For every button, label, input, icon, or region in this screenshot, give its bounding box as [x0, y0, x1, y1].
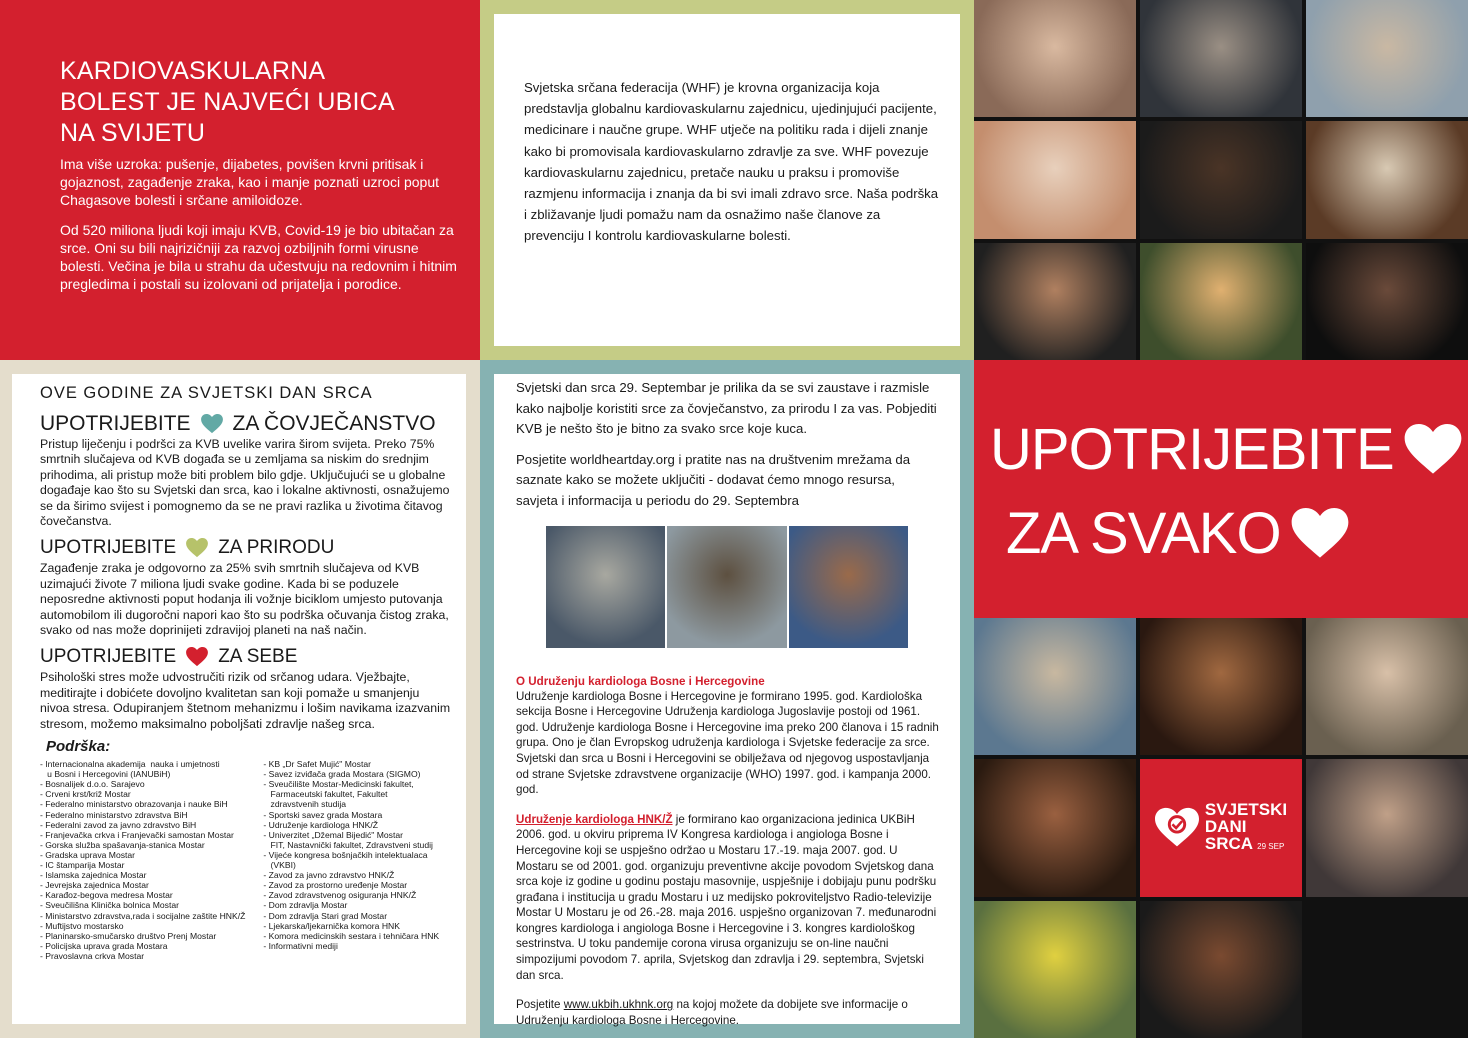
- support-item: - Policijska uprava grada Mostara: [40, 940, 168, 951]
- org-text: Udruženje kardiologa Bosne i Hercegovine je formirano 1995. god. Kardiološka sekcija Bosne i Hercegovine Udruženja kardiologa Jugoslavije postoji od 1961. god. Udruženje kardiologa Bosne i Hercegovine ima preko 200 članova i 15 radnih grupa. Ono je član Evropskog udruženja kardiologa i Svjetske federacije za srce. Svjetski dan srca u Bosni i Hercegovini se obilježava od njegovog uspostavljanja od strane Svjetske zdravstvene organizacije (WHO) 1997. god. i kampanja 2000. god.: [516, 689, 939, 797]
- heart-day-paragraph: Svjetski dan srca 29. Septembar je prilika da se svi zaustave i razmisle kako najbolje koristiti srce za čovječanstvo, za prirodu I za vas. Pobjediti KVB je nešto što je bitno za svako srce koje kuca.: [516, 380, 937, 437]
- nature-label: ZA PRIRODU: [218, 537, 335, 559]
- support-title: Podrška:: [46, 738, 111, 756]
- support-list: [263, 759, 452, 961]
- campaign-panel: [0, 360, 480, 1038]
- whf-text-box: [494, 14, 960, 346]
- support-item: - Gradska uprava Mostar: [40, 849, 136, 860]
- info-panel: [480, 360, 974, 1038]
- photo-cell-empty: [1306, 901, 1468, 1038]
- visit-site-paragraph: [516, 997, 940, 1028]
- support-item: - Dom zdravlja Mostar: [263, 900, 348, 911]
- support-item: u Bosni i Hercegovini (IANUBiH): [40, 769, 171, 780]
- heart-logo-icon: [1155, 807, 1199, 849]
- self-label: ZA SEBE: [218, 646, 298, 668]
- support-item: - Informativni mediji: [263, 940, 338, 951]
- support-item: - Karađoz-begova medresa Mostar: [40, 890, 173, 901]
- heart-icon: [186, 647, 208, 667]
- humanity-heading: [40, 411, 452, 437]
- support-item: - Muftijstvo mostarsko: [40, 920, 124, 931]
- org-heading: O Udruženju kardiologa Bosne i Hercegovine: [516, 674, 765, 688]
- intro-title-line: KARDIOVASKULARNA: [60, 57, 326, 85]
- intro-paragraph: Ima više uzroka: pušenje, dijabetes, povišen krvni pritisak i gojaznost, zagađenje zraka, kao i manje poznati uzroci poput Chagasove bolesti i srčane amiloidoze.: [60, 156, 440, 208]
- slogan-text: UPOTRIJEBITE: [990, 417, 1394, 482]
- logo-line: SRCA: [1204, 833, 1253, 853]
- intro-panel: [0, 0, 480, 360]
- support-item: - Univerzitet „Džemal Bijedić" Mostar: [263, 829, 404, 840]
- hnk-text: je formirano kao organizaciona jedinica UKBiH 2006. god. u okviru priprema IV Kongresa kardiologa i angiologa Bosne i Hercegovine koji se uspješno održao u Mostaru 17.-19. maja 2007. god. U Mostaru se od 2001. god. organizuju preventivne akcije povodom Svjetskog dana srca koje iz godine u godinu postaju masovnije, uspješnije i dobijaju punu podršku građana i institucija u gradu Mostaru i uz medijsko pokroviteljstvo Radio-televizije Mostar U Mostaru je od 26.-28. maja 2016. uspješno organizovan 7. međunarodni kongres kardiologa i angiologa Bosne i Hercegovine i 3. kongres kardiološkog sestrinstva. U toku pandemije corona virusa organizuju se on-line naučni simpozijumi povodom 7. aprila, Svjetskog dan zdravlja i 29. septembra, Svjetski dan srca.: [516, 812, 937, 982]
- slogan-line-2: [1006, 500, 1349, 567]
- support-item: - Islamska zajednica Mostar: [40, 870, 147, 881]
- support-item: - Zavod zdravstvenog osiguranja HNK/Ž: [263, 890, 417, 901]
- logo-line: DANI: [1204, 816, 1247, 836]
- use-label: UPOTRIJEBITE: [40, 646, 177, 668]
- nature-text: Zagađenje zraka je odgovorno za 25% svih smrtnih slučajeva od KVB uzimajući živote 7 miliona ljudi svake godine. Kada bi se poduzele neposredne aktivnosti poput hodanja ili vožnje biciklom umjesto putovanja automobilom ili dugoročni napori kao što su podrška očuvanja čistog zraka, svako od nas može doprinijeti zdravijoj planeti na naš način.: [40, 561, 449, 638]
- campaign-heading: OVE GODINE ZA SVJETSKI DAN SRCA: [40, 384, 373, 402]
- support-item: - KB „Dr Safet Mujić" Mostar: [263, 759, 372, 770]
- support-item: - Planinarsko-smučarsko društvo Prenj Mostar: [40, 930, 217, 941]
- intro-paragraph: Od 520 miliona ljudi koji imaju KVB, Covid-19 je bio ubitačan za srce. Oni su bili najrizičniji za razvoj ozbiljnih formi virusne bolesti. Večina je bila u strahu da učestvuju na redovnim i hitnim pregledima i postali su izolovani od prijatelja i porodice.: [60, 222, 457, 292]
- visit-paragraph: Posjetite worldheartday.org i pratite nas na društvenim mrežama da saznate kako se možete uključiti - dodavat ćemo mnogo resursa, savjeta i informacija u periodu do 29. Septembra: [516, 451, 911, 508]
- whf-panel: [480, 0, 974, 360]
- support-item: - Vijeće kongresa bošnjačkih intelektualaca: [263, 849, 428, 860]
- support-item: - Internacionalna akademija nauka i umjetnosti: [40, 759, 220, 770]
- info-text-box: [494, 374, 960, 1027]
- slogan-text: ZA SVAKO: [1006, 501, 1281, 566]
- support-item: - Zavod za prostorno uređenje Mostar: [263, 880, 408, 891]
- portrait-photo: [1140, 901, 1302, 1038]
- logo-text: [1205, 801, 1287, 855]
- support-item: - Crveni krst/križ Mostar: [40, 789, 131, 800]
- support-item: - Ministarstvo zdravstva,rada i socijalne zaštite HNK/Ž: [40, 910, 246, 921]
- support-item: - Sveučilišna Klinička bolnica Mostar: [40, 900, 179, 911]
- photo-grid-bottom: [974, 618, 1468, 1038]
- portrait-photo: [1306, 618, 1468, 755]
- heart-icon: [186, 538, 208, 558]
- support-item: zdravstvenih studija: [263, 799, 347, 810]
- use-label: UPOTRIJEBITE: [40, 537, 177, 559]
- support-columns: [40, 759, 452, 961]
- support-item: - Jevrejska zajednica Mostar: [40, 880, 149, 891]
- logo-date: 29 SEP: [1257, 841, 1285, 851]
- intro-title-line: BOLEST JE NAJVEĆI UBICA: [60, 88, 395, 116]
- campaign-text-box: [12, 374, 466, 1024]
- support-item: - Udruženje kardiologa HNK/Ž: [263, 819, 379, 830]
- hnk-name: Udruženje kardiologa HNK/Ž: [516, 812, 673, 826]
- world-heart-day-logo: [1140, 759, 1302, 896]
- portrait-photo: [974, 759, 1136, 896]
- logo-line: SVJETSKI: [1204, 799, 1288, 819]
- cyclist-photo: [667, 526, 786, 648]
- support-item: - Ljekarska/ljekarnička komora HNK: [263, 920, 400, 931]
- nature-heading: [40, 535, 452, 561]
- heart-icon: [201, 414, 223, 434]
- visit-suffix: na kojoj možete da dobijete sve informacije o Udruženju kardiologa Bosne i Hercegovine.: [516, 998, 908, 1027]
- support-item: - Federalni zavod za javno zdravstvo BiH: [40, 819, 197, 830]
- support-item: - Zavod za javno zdravstvo HNK/Ž: [263, 870, 395, 881]
- hnk-paragraph: [516, 812, 940, 984]
- portrait-photo: [1306, 243, 1468, 360]
- support-item: Farmaceutski fakultet, Fakultet: [263, 789, 388, 800]
- heart-icon: [1291, 508, 1349, 560]
- support-item: - Bosnalijek d.o.o. Sarajevo: [40, 779, 145, 790]
- support-item: - Dom zdravlja Stari grad Mostar: [263, 910, 388, 921]
- slogan-panel: [974, 360, 1468, 618]
- intro-title-line: NA SVIJETU: [60, 119, 206, 147]
- portrait-photo: [1140, 618, 1302, 755]
- portrait-photo: [1306, 759, 1468, 896]
- portrait-photo: [1140, 0, 1302, 117]
- website-link[interactable]: www.ukbih.ukhnk.org: [563, 998, 674, 1012]
- support-item: - IC štamparija Mostar: [40, 860, 125, 871]
- portrait-photo: [974, 901, 1136, 1038]
- portrait-photo: [974, 0, 1136, 117]
- support-item: - Pravoslavna crkva Mostar: [40, 950, 145, 961]
- support-item: - Sportski savez grada Mostara: [263, 809, 383, 820]
- support-item: - Sveučilište Mostar-Medicinski fakultet,: [263, 779, 414, 790]
- humanity-label: ZA ČOVJEČANSTVO: [232, 412, 436, 435]
- support-item: - Gorska služba spašavanja-stanica Mostar: [40, 839, 205, 850]
- street-photo: [546, 526, 665, 648]
- visit-prefix: Posjetite: [516, 998, 564, 1012]
- portrait-photo: [974, 618, 1136, 755]
- support-item: - Franjevačka crkva i Franjevački samostan Mostar: [40, 829, 234, 840]
- portrait-photo: [1140, 243, 1302, 360]
- support-item: (VKBI): [263, 860, 296, 871]
- whf-description: Svjetska srčana federacija (WHF) je krovna organizacija koja predstavlja globalnu kardiovaskularnu zajednicu, ujedinjujući pacijente, medicinare i naučne grupe. WHF utječe na politiku rada i dijeli znanje kako bi promovisala kardiovaskularno zdravlje za sve. WHF povezuje kardiovaskularnu zajednicu, pretače nauku u praksu i promoviše razmjenu informacija i znanja da bi svi imali zdravo srce. Naša podrška i zbližavanje ljudi pomažu nam da osnažimo naše članove za prevenciju I kontrolu kardiovaskularne bolesti.: [524, 80, 939, 244]
- photo-strip: [546, 526, 908, 648]
- support-item: - Federalno ministarstvo obrazovanja i nauke BiH: [40, 799, 228, 810]
- intro-title: [60, 56, 458, 149]
- support-item: - Savez izviđača grada Mostara (SIGMO): [263, 769, 421, 780]
- self-heading: [40, 644, 452, 670]
- photo-grid-top: [974, 0, 1468, 360]
- portrait-photo: [1306, 121, 1468, 238]
- use-label: UPOTRIJEBITE: [40, 412, 191, 435]
- support-item: - Federalno ministarstvo zdravstva BiH: [40, 809, 188, 820]
- portrait-photo: [1306, 0, 1468, 117]
- self-text: Psihološki stres može udvostručiti rizik od srčanog udara. Vježbajte, meditirajte i dobićete dovoljno kvalitetan san koji pomaže u smanjenju nivoa stresa. Odupiranjem štetnom mehanizmu i lošim navikama izazvanim stresom, možemo maksimalno poboljšati zdravlje našeg srca.: [40, 670, 451, 731]
- portrait-photo: [1140, 121, 1302, 238]
- heart-icon: [1404, 424, 1462, 476]
- portrait-photo: [974, 121, 1136, 238]
- portrait-photo: [974, 243, 1136, 360]
- support-item: - Komora medicinskih sestara i tehničara HNK: [263, 930, 440, 941]
- slogan-line-1: [990, 416, 1462, 483]
- support-list: [40, 759, 245, 961]
- support-item: FIT, Nastavnički fakultet, Zdravstveni studij: [263, 839, 433, 850]
- portrait-photo: [789, 526, 908, 648]
- humanity-text: Pristup liječenju i podršci za KVB uvelike varira širom svijeta. Preko 75% smrtnih slučajeva od KVB događa se u zemljama sa niskim do srednjim prihodima, ali pristup može biti problem bilo gdje. Uključujući se u globalne događaje kao što su Svjetski dan srca, kao i lokalne aktivnosti, osnažujemo se da širimo svijest i pomognemo da se ne pravi razlika u životima čitavog čovečanstva.: [40, 437, 450, 529]
